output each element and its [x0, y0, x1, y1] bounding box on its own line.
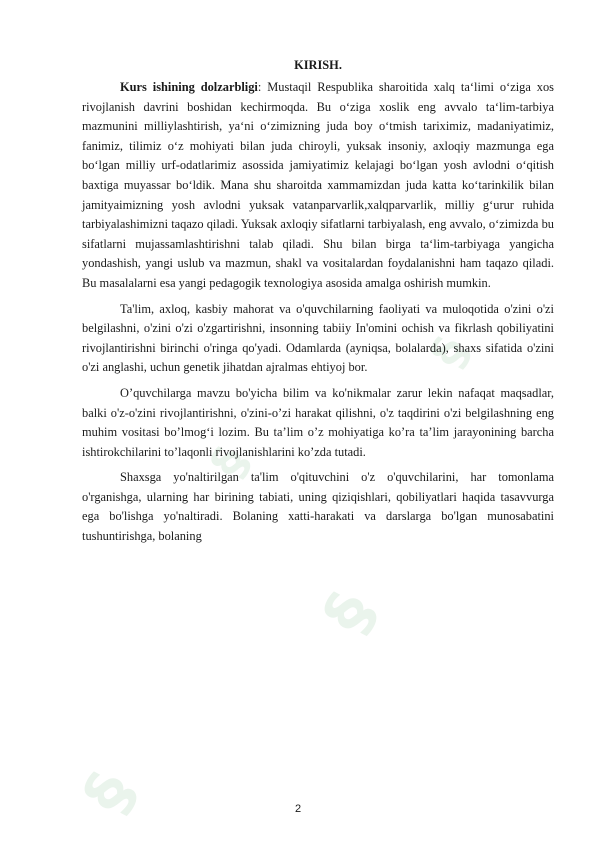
watermark-glyph: § [310, 581, 391, 645]
watermark-glyph: § [70, 761, 151, 825]
watermark-glyph: § [420, 328, 481, 377]
paragraph-text: : Mustaqil Respublika sharoitida xalq ta‘limi o‘ziga xos rivojlanish davrini boshidan kechirmoqda. Bu o‘ziga xoslik eng avvalo ta‘lim-tarbiya mazmunini milliylashtirish, ya‘ni o‘zimizning juda boy o‘tmish tariximiz, madaniyatimiz, fanimiz, tilimiz o‘z mohiyati bilan juda chiroyli, yuksak insoniy, axloqiy mazmunga ega bo‘lgan milliy urf-odatlarimiz asossida jamiyatimiz kelajagi bo‘lgan yosh avlodni o‘qitish baxtiga muyassar bo‘ldik. Mana shu sharoitda xammamizdan juda katta ko‘tarinkilik bilan jamityaimizning yosh avlodni yuksak vatanparvarlik,xalqparvarlik, milliy g‘urur ruhida tarbiyalashimizni taqazo qiladi. Yuksak axloqiy sifatlarni tarbiyalash, eng avvalo, o‘zimizda bu sifatlarni mujassamlashtirishni talab qiladi. Shu bilan birga ta‘lim-tarbiyaga yangicha yondashish, yangi uslub va mazmun, shakl va vositalardan foydalanishni ham taqazo qiladi. Bu masalalarni esa yangi pedagogik texnologiya asosida amalga oshirish mumkin. [82, 80, 554, 290]
watermark-glyph: § [200, 438, 261, 487]
paragraph-text: Shaxsga yo'naltirilgan ta'lim o'qituvchini o'z o'quvchilarini, har tomonlama o'rganishga, ularning har birining tabiati, uning qiziqishlari, qobiliyatlari haqida tasavvurga ega bo'lishga yo'naltiradi. Bolaning xatti-harakati va darslarga bo'lgan munosabatini tushuntirishga, bolaning [82, 470, 554, 544]
paragraph-2 [82, 300, 554, 378]
page-title: KIRISH. [294, 58, 342, 72]
paragraph-1 [82, 78, 554, 294]
page-number: 2 [294, 803, 302, 815]
paragraph-4 [82, 468, 554, 546]
paragraph-lead: Kurs ishining dolzarbligi [120, 80, 258, 94]
paragraph-3 [82, 384, 554, 462]
paragraph-text: Ta'lim, axloq, kasbiy mahorat va o'quvchilarning faoliyati va muloqotida o'zini o'zi belgilashni, o'zini o'zi o'zgartirishni, insonning tabiiy In'omini ochish va fikrlash qobiliyatini rivojlantirishni birinchi o'ringa qo'yadi. Odamlarda (ayniqsa, bolalarda), shaxs sifatida o'zini o'zi anglashi, uchun genetik jihatdan ajralmas ehtiyoj bor. [82, 301, 554, 375]
paragraph-text: O’quvchilarga mavzu bo'yicha bilim va ko'nikmalar zarur lekin nafaqat maqsadlar, balki o'z-o'zini rivojlantirishni, o'zini-o’zi harakat qilishni, o'z taqdirini o'zi belgilashning eng muhim vositasi bo’lmog‘i lozim. Bu ta’lim o’z mohiyatiga ko’ra ta’lim jarayonining barcha ishtirokchilarini to’laqonli rivojlanishlarini ko’zda tutadi. [82, 385, 554, 459]
document-body [82, 56, 554, 547]
